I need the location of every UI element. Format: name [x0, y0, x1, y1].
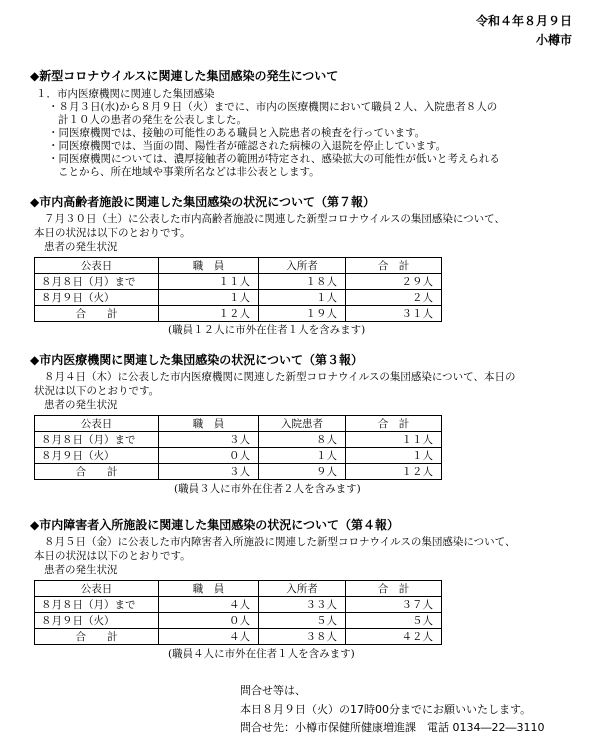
value-cell: ０人 — [159, 613, 259, 629]
total-label-cell: 合 計 — [35, 464, 159, 480]
header-cell: 入所者 — [259, 581, 346, 597]
value-cell: ２９人 — [346, 274, 442, 290]
header-cell: 職 員 — [159, 258, 259, 274]
section1-line-2: ・８月３日(水)から８月９日（火）までに、市内の医療機関において職員２人、入院患者８人の — [48, 101, 498, 113]
section2-line-1: ７月３０日（土）に公表した市内高齢者施設に関連した新型コロナウイルスの集団感染について、 — [44, 213, 505, 225]
section4-note: (職員４人に市外在住者１人を含みます) — [168, 648, 355, 660]
table-header-row — [35, 258, 442, 274]
value-cell: ４人 — [159, 597, 259, 613]
table-row — [35, 613, 442, 629]
section1-title: ◆新型コロナウイルスに関連した集団感染の発生について — [30, 69, 339, 83]
table-total-row — [35, 629, 442, 645]
value-cell: １９人 — [259, 306, 346, 322]
value-cell: ２人 — [346, 290, 442, 306]
table-row — [35, 597, 442, 613]
header-cell: 公表日 — [35, 258, 159, 274]
table-total-row — [35, 464, 442, 480]
date-cell: ８月８日（月）まで — [35, 597, 159, 613]
header-cell: 入所者 — [259, 258, 346, 274]
table-row — [35, 432, 442, 448]
value-cell: ０人 — [159, 448, 259, 464]
table-row — [35, 274, 442, 290]
section3-line-1: ８月４日（木）に公表した市内医療機関に関連した新型コロナウイルスの集団感染について、本日の — [44, 371, 516, 383]
section3-case-table — [34, 415, 442, 480]
table-total-row — [35, 306, 442, 322]
value-cell: ５人 — [259, 613, 346, 629]
header-cell: 職 員 — [159, 416, 259, 432]
contact-deadline: 本日８月９日（火）の17時00分までにお願いいたします。 — [240, 703, 532, 716]
section2-table-caption: 患者の発生状況 — [44, 241, 118, 253]
value-cell: １人 — [259, 290, 346, 306]
section3-table-caption: 患者の発生状況 — [44, 399, 118, 411]
value-cell: １２人 — [346, 464, 442, 480]
total-label-cell: 合 計 — [35, 629, 159, 645]
value-cell: ３３人 — [259, 597, 346, 613]
date-cell: ８月８日（月）まで — [35, 274, 159, 290]
section2-line-2: 本日の状況は以下のとおりです。 — [34, 227, 191, 239]
date-cell: ８月９日（火） — [35, 613, 159, 629]
section2-case-table — [34, 257, 442, 322]
section1-line-6: ・同医療機関については、濃厚接触者の範囲が特定され、感染拡大の可能性が低いと考えられる — [48, 153, 500, 165]
section1-line-4: ・同医療機関では、接触の可能性のある職員と入院患者の検査を行っています。 — [48, 127, 426, 139]
header-cell: 職 員 — [159, 581, 259, 597]
value-cell: ４２人 — [346, 629, 442, 645]
header-cell: 入院患者 — [259, 416, 346, 432]
table-header-row — [35, 581, 442, 597]
value-cell: １８人 — [259, 274, 346, 290]
section4-case-table — [34, 580, 442, 645]
table-row — [35, 448, 442, 464]
section4-title: ◆市内障害者入所施設に関連した集団感染の状況について（第４報） — [30, 518, 399, 532]
header-cell: 合 計 — [346, 258, 442, 274]
header-cell: 合 計 — [346, 581, 442, 597]
value-cell: ９人 — [259, 464, 346, 480]
value-cell: １人 — [346, 448, 442, 464]
section1-line-3: 計１０人の患者の発生を公表しました。 — [58, 114, 247, 126]
section3-title: ◆市内医療機関に関連した集団感染の状況について（第３報） — [30, 353, 363, 367]
issuing-city: 小樽市 — [535, 33, 572, 47]
contact-info: 問合せ先：小樽市保健所健康増進課 電話 0134―22―3110 — [240, 721, 545, 734]
header-cell: 公表日 — [35, 581, 159, 597]
date-cell: ８月９日（火） — [35, 290, 159, 306]
value-cell: ５人 — [346, 613, 442, 629]
value-cell: ８人 — [259, 432, 346, 448]
value-cell: ３人 — [159, 432, 259, 448]
value-cell: １人 — [259, 448, 346, 464]
section1-line-5: ・同医療機関では、当面の間、陽性者が確認された病棟の入退院を停止しています。 — [48, 140, 447, 152]
table-header-row — [35, 416, 442, 432]
section4-table-caption: 患者の発生状況 — [44, 564, 118, 576]
section3-note: (職員３人に市外在住者２人を含みます) — [174, 483, 361, 495]
section3-line-2: 状況は以下のとおりです。 — [34, 385, 160, 397]
value-cell: １２人 — [159, 306, 259, 322]
table-row — [35, 290, 442, 306]
header-cell: 合 計 — [346, 416, 442, 432]
header-cell: 公表日 — [35, 416, 159, 432]
value-cell: ４人 — [159, 629, 259, 645]
contact-intro: 問合せ等は、 — [240, 684, 306, 697]
section2-note: (職員１２人に市外在住者１人を含みます) — [168, 324, 366, 336]
value-cell: ３人 — [159, 464, 259, 480]
section4-line-2: 本日の状況は以下のとおりです。 — [34, 550, 191, 562]
value-cell: １１人 — [159, 274, 259, 290]
date-cell: ８月９日（火） — [35, 448, 159, 464]
value-cell: ３７人 — [346, 597, 442, 613]
total-label-cell: 合 計 — [35, 306, 159, 322]
section2-title: ◆市内高齢者施設に関連した集団感染の状況について（第７報） — [30, 195, 375, 209]
section1-line-7: ことから、所在地域や事業所名などは非公表とします。 — [58, 166, 320, 178]
document-date: 令和４年８月９日 — [475, 14, 572, 28]
date-cell: ８月８日（月）まで — [35, 432, 159, 448]
value-cell: ３１人 — [346, 306, 442, 322]
value-cell: ３８人 — [259, 629, 346, 645]
section4-line-1: ８月５日（金）に公表した市内障害者入所施設に関連した新型コロナウイルスの集団感染について、 — [44, 536, 516, 548]
value-cell: １人 — [159, 290, 259, 306]
section1-line-1: １．市内医療機関に関連した集団感染 — [36, 88, 215, 100]
value-cell: １１人 — [346, 432, 442, 448]
